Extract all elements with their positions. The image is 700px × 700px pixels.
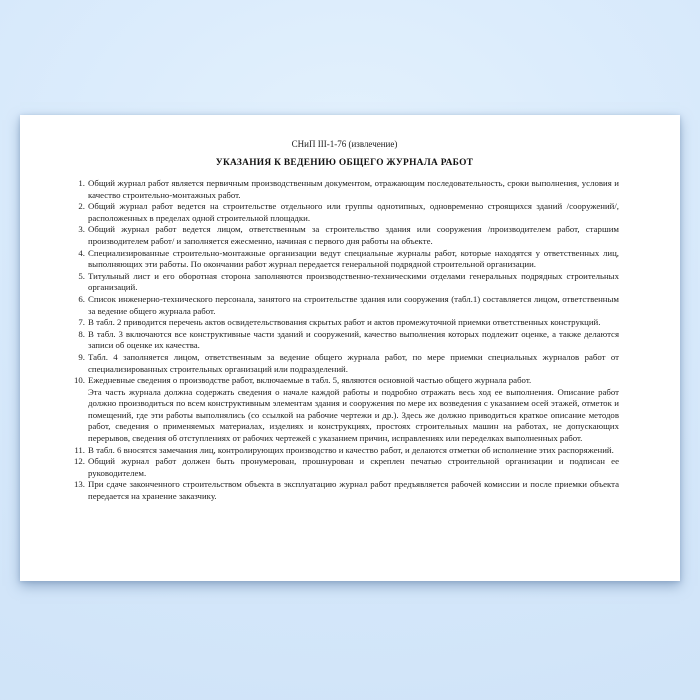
list-item — [70, 479, 619, 502]
document-header: СНиП III-1-76 (извлечение) — [291, 139, 398, 149]
list-item — [70, 224, 619, 247]
list-item — [70, 445, 619, 457]
item-continuation-text: Эта часть журнала должна содержать сведения о начале каждой работы и подробно отражать весь ход ее выполнения. Описание работ должно производиться по всем конструктивным элементам здания и сооружения по мере их возведения с указанием осей этажей, отметок и помещений, где эти работы выполнялись (со ссылкой на рабочие чертежи и др.). Здесь же должно приводиться краткое описание методов работ, сведения о применяемых материалах, изделиях и конструкциях, простоях строительных машин на работах, не допускающих перерывов, сведения об отступлениях от рабочих чертежей с указанием причин, исправлениях или переделках выполненных работ. — [88, 386, 619, 444]
item-text: Общий журнал работ должен быть пронумерован, прошнурован и скреплен печатью строительной организации и подписан ее руководителем. — [88, 456, 619, 478]
item-number: 13. — [74, 479, 85, 490]
item-number: 7. — [78, 317, 85, 328]
item-number: 9. — [78, 351, 85, 362]
document-list — [70, 178, 619, 503]
item-number: 3. — [78, 224, 85, 235]
item-text: При сдаче законченного строительством объекта в эксплуатацию журнал работ предъявляется рабочей комиссии и после приемки объекта передается на хранение заказчику. — [88, 479, 619, 502]
item-text: Общий журнал работ является первичным производственным документом, отражающим последовательность, сроки выполнения, условия и качество строительно-монтажных работ. — [88, 178, 619, 200]
item-number: 12. — [74, 456, 85, 467]
item-text: Табл. 4 заполняется лицом, ответственным за ведение общего журнала работ, по мере приемки специальных журналов работ от специализированных строительных организаций или подразделений. — [88, 351, 619, 374]
list-item — [70, 248, 619, 271]
item-text: В табл. 3 включаются все конструктивные части зданий и сооружений, качество выполнения которых подлежит оценке, а также делаются записи об оценке их качества. — [88, 328, 619, 351]
item-number: 10. — [74, 375, 85, 386]
item-number: 11. — [74, 444, 85, 455]
list-item — [70, 294, 619, 317]
list-item — [70, 178, 619, 201]
item-text: Список инженерно-технического персонала, занятого на строительстве здания или сооружения (табл.1) составляется лицом, ответственным за ведение общего журнала работ. — [88, 293, 619, 316]
list-item — [70, 317, 619, 329]
item-text: В табл. 6 вносятся замечания лиц, контролирующих производство и качество работ, и делаются отметки об исполнение этих распоряжений. — [88, 444, 614, 455]
list-item — [70, 201, 619, 224]
item-number: 5. — [78, 270, 85, 281]
item-number: 6. — [78, 293, 85, 304]
list-item — [70, 352, 619, 375]
item-number: 4. — [78, 247, 85, 258]
item-text: Общий журнал работ ведется на строительстве отдельного или группы однотипных, одновременно строящихся зданий /сооружений/, расположенных в пределах одной строительной площадки. — [88, 201, 619, 223]
item-text: Ежедневные сведения о производстве работ, включаемые в табл. 5, являются основной частью общего журнала работ. — [88, 375, 532, 386]
item-text: Специализированные строительно-монтажные организации ведут специальные журналы работ, которые находятся у ответственных лиц, выполняющих эти работы. По окончании работ журнал передается генеральной подрядной строительной организации. — [88, 247, 619, 270]
item-number: 8. — [78, 328, 85, 339]
item-text: Общий журнал работ ведется лицом, ответственным за строительство здания или сооружения /производителем работ, старшим производителем работ/ и заполняется ежесменно, начиная с первого дня работы на объекте. — [88, 224, 619, 246]
item-number: 2. — [78, 201, 85, 212]
list-item — [70, 329, 619, 352]
document-page — [20, 115, 680, 581]
item-number: 1. — [78, 178, 85, 188]
list-item — [70, 271, 619, 294]
item-text: В табл. 2 приводится перечень актов освидетельствования скрытых работ и актов промежуточной приемки ответственных конструкций. — [88, 317, 601, 328]
document-title: УКАЗАНИЯ К ВЕДЕНИЮ ОБЩЕГО ЖУРНАЛА РАБОТ — [215, 158, 474, 168]
list-item — [70, 375, 619, 445]
item-text: Титульный лист и его оборотная сторона заполняются производственно-техническими отделами генеральных подрядных строительных организаций. — [88, 270, 619, 293]
list-item — [70, 456, 619, 479]
